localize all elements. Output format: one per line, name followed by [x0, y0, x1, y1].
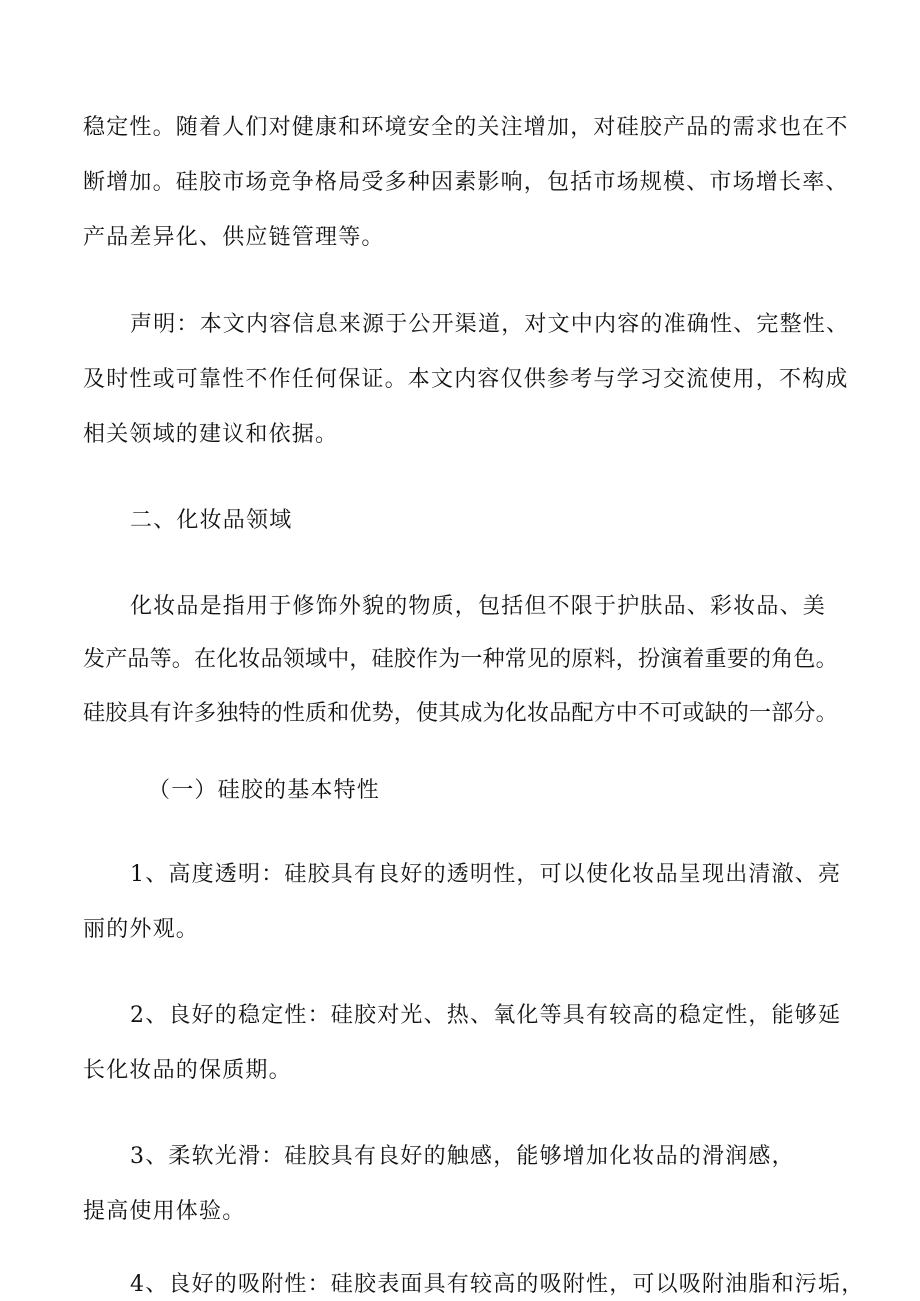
- list-item-line: 4、良好的吸附性：硅胶表面具有较高的吸附性，可以吸附油脂和污垢，: [130, 1272, 865, 1297]
- paragraph-line: 化妆品是指用于修饰外貌的物质，包括但不限于护肤品、彩妆品、美: [130, 594, 827, 619]
- list-item-line: 丽的外观。: [83, 917, 200, 942]
- list-item-line: 3、柔软光滑：硅胶具有良好的触感，能够增加化妆品的滑润感，: [130, 1144, 795, 1169]
- list-item-line: 长化妆品的保质期。: [83, 1058, 292, 1083]
- paragraph-line: 稳定性。随着人们对健康和环境安全的关注增加，对硅胶产品的需求也在不: [83, 115, 849, 140]
- paragraph-line: 硅胶具有许多独特的性质和优势，使其成为化妆品配方中不可或缺的一部分。: [83, 701, 838, 726]
- section-heading: 二、化妆品领域: [130, 508, 293, 533]
- subsection-heading: （一）硅胶的基本特性: [148, 778, 381, 803]
- disclaimer-line: 相关领域的建议和依据。: [83, 422, 339, 447]
- paragraph-line: 断增加。硅胶市场竞争格局受多种因素影响，包括市场规模、市场增长率、: [83, 170, 849, 195]
- paragraph-line: 发产品等。在化妆品领域中，硅胶作为一种常见的原料，扮演着重要的角色。: [83, 647, 838, 672]
- disclaimer-line: 及时性或可靠性不作任何保证。本文内容仅供参考与学习交流使用，不构成: [83, 367, 849, 392]
- disclaimer-line: 声明：本文内容信息来源于公开渠道，对文中内容的准确性、完整性、: [130, 312, 850, 337]
- paragraph-line: 产品差异化、供应链管理等。: [83, 225, 385, 250]
- list-item-line: 1、高度透明：硅胶具有良好的透明性，可以使化妆品呈现出清澈、亮: [130, 862, 842, 887]
- list-item-line: 2、良好的稳定性：硅胶对光、热、氧化等具有较高的稳定性，能够延: [130, 1003, 842, 1028]
- list-item-line: 提高使用体验。: [83, 1199, 246, 1224]
